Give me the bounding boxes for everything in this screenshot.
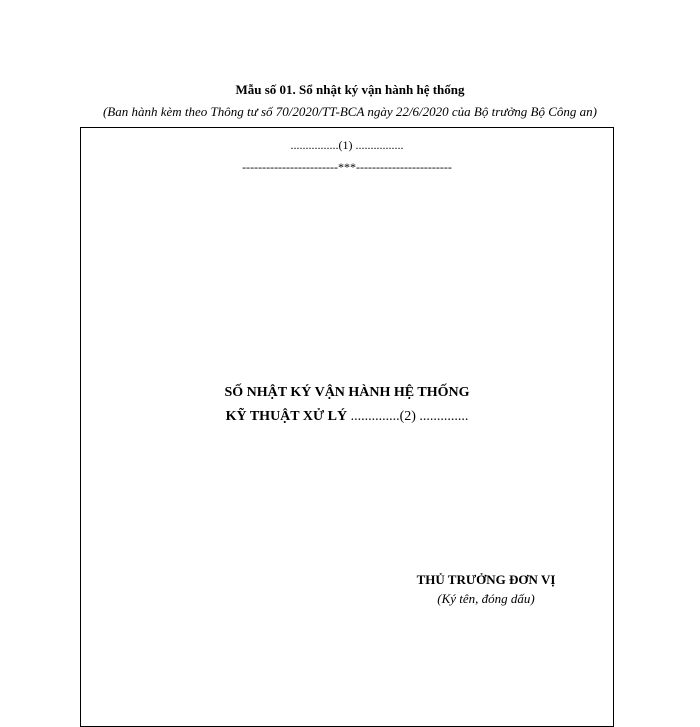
signer-note: (Ký tên, đóng dấu) <box>437 591 535 606</box>
form-subtitle: (Ban hành kèm theo Thông tư số 70/2020/TT-BCA ngày 22/6/2020 của Bộ trưởng Bộ Công an) <box>102 104 598 119</box>
book-title-line-2-blank: ..............(2) .............. <box>347 409 469 424</box>
book-title-line-2-label: KỸ THUẬT XỬ LÝ <box>225 409 348 424</box>
form-title: Mẫu số 01. Sổ nhật ký vận hành hệ thống <box>235 82 465 97</box>
book-title-line-1: SỐ NHẬT KÝ VẬN HÀNH HỆ THỐNG <box>224 385 470 400</box>
unit-name-placeholder: ................(1) ................ <box>290 138 404 152</box>
separator-line: ------------------------***------------------------ <box>242 160 452 174</box>
signer-title: THỦ TRƯỞNG ĐƠN VỊ <box>416 572 556 587</box>
book-title-line-2 <box>81 408 613 426</box>
cover-page-frame <box>80 127 614 727</box>
